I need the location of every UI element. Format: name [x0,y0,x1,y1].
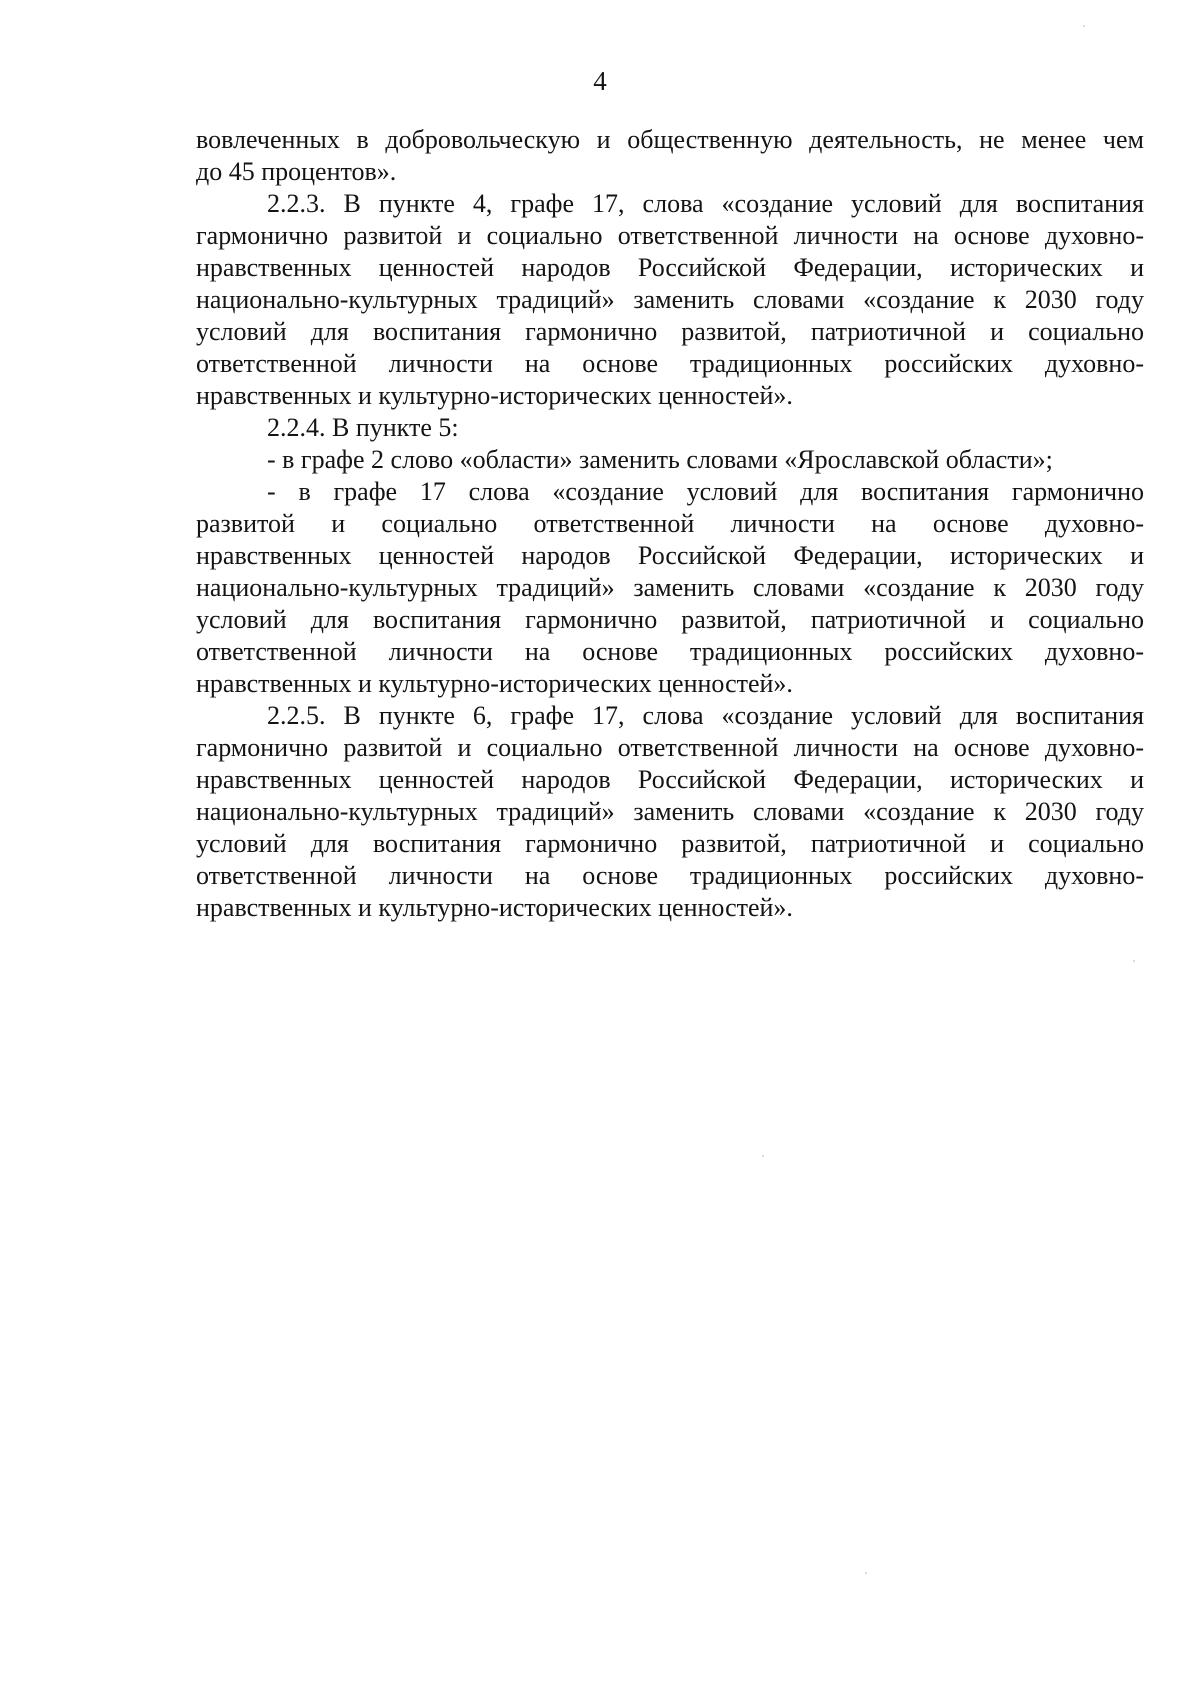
paragraph-item-2-2-5 [196,700,1144,924]
scan-artifact [1133,960,1135,962]
text-line: - в графе 17 слова «создание условий для воспитания гармонично [267,477,1144,506]
paragraph-continuation [196,124,1144,188]
text-line: ответственной личности на основе традиционных российских духовно- [196,637,1144,666]
text-line: национально-культурных традиций» заменить словами «создание к 2030 году [196,285,1144,314]
scan-artifact [1083,25,1085,27]
text-line: нравственных и культурно-исторических ценностей». [196,669,793,698]
document-body [196,124,1144,924]
scan-artifact [865,1572,867,1574]
paragraph-dash-item-1 [196,444,1144,476]
text-line: национально-культурных традиций» заменить словами «создание к 2030 году [196,573,1144,602]
text-line: ответственной личности на основе традиционных российских духовно- [196,861,1144,890]
text-line: 2.2.4. В пункте 5: [267,413,459,442]
text-line: нравственных ценностей народов Российской Федерации, исторических и [196,253,1144,282]
paragraph-item-2-2-3 [196,188,1144,412]
scan-artifact [762,1155,764,1157]
page-number: 4 [593,66,607,96]
text-line: ответственной личности на основе традиционных российских духовно- [196,349,1144,378]
text-line: гармонично развитой и социально ответственной личности на основе духовно- [196,733,1144,762]
text-line: вовлеченных в добровольческую и общественную деятельность, не менее чем [196,125,1144,154]
text-line: 2.2.3. В пункте 4, графе 17, слова «создание условий для воспитания [267,189,1144,218]
text-line: национально-культурных традиций» заменить словами «создание к 2030 году [196,797,1144,826]
text-line: нравственных и культурно-исторических ценностей». [196,381,793,410]
text-line: условий для воспитания гармонично развитой, патриотичной и социально [196,829,1144,858]
text-line: - в графе 2 слово «области» заменить словами «Ярославской области»; [267,445,1053,474]
text-line: нравственных ценностей народов Российской Федерации, исторических и [196,541,1144,570]
text-line: до 45 процентов». [196,157,397,186]
paragraph-dash-item-2 [196,476,1144,700]
paragraph-item-2-2-4 [196,412,1144,444]
text-line: условий для воспитания гармонично развитой, патриотичной и социально [196,317,1144,346]
text-line: нравственных ценностей народов Российской Федерации, исторических и [196,765,1144,794]
text-line: нравственных и культурно-исторических ценностей». [196,893,793,922]
text-line: развитой и социально ответственной личности на основе духовно- [196,509,1144,538]
text-line: условий для воспитания гармонично развитой, патриотичной и социально [196,605,1144,634]
text-line: 2.2.5. В пункте 6, графе 17, слова «создание условий для воспитания [267,701,1144,730]
text-line: гармонично развитой и социально ответственной личности на основе духовно- [196,221,1144,250]
